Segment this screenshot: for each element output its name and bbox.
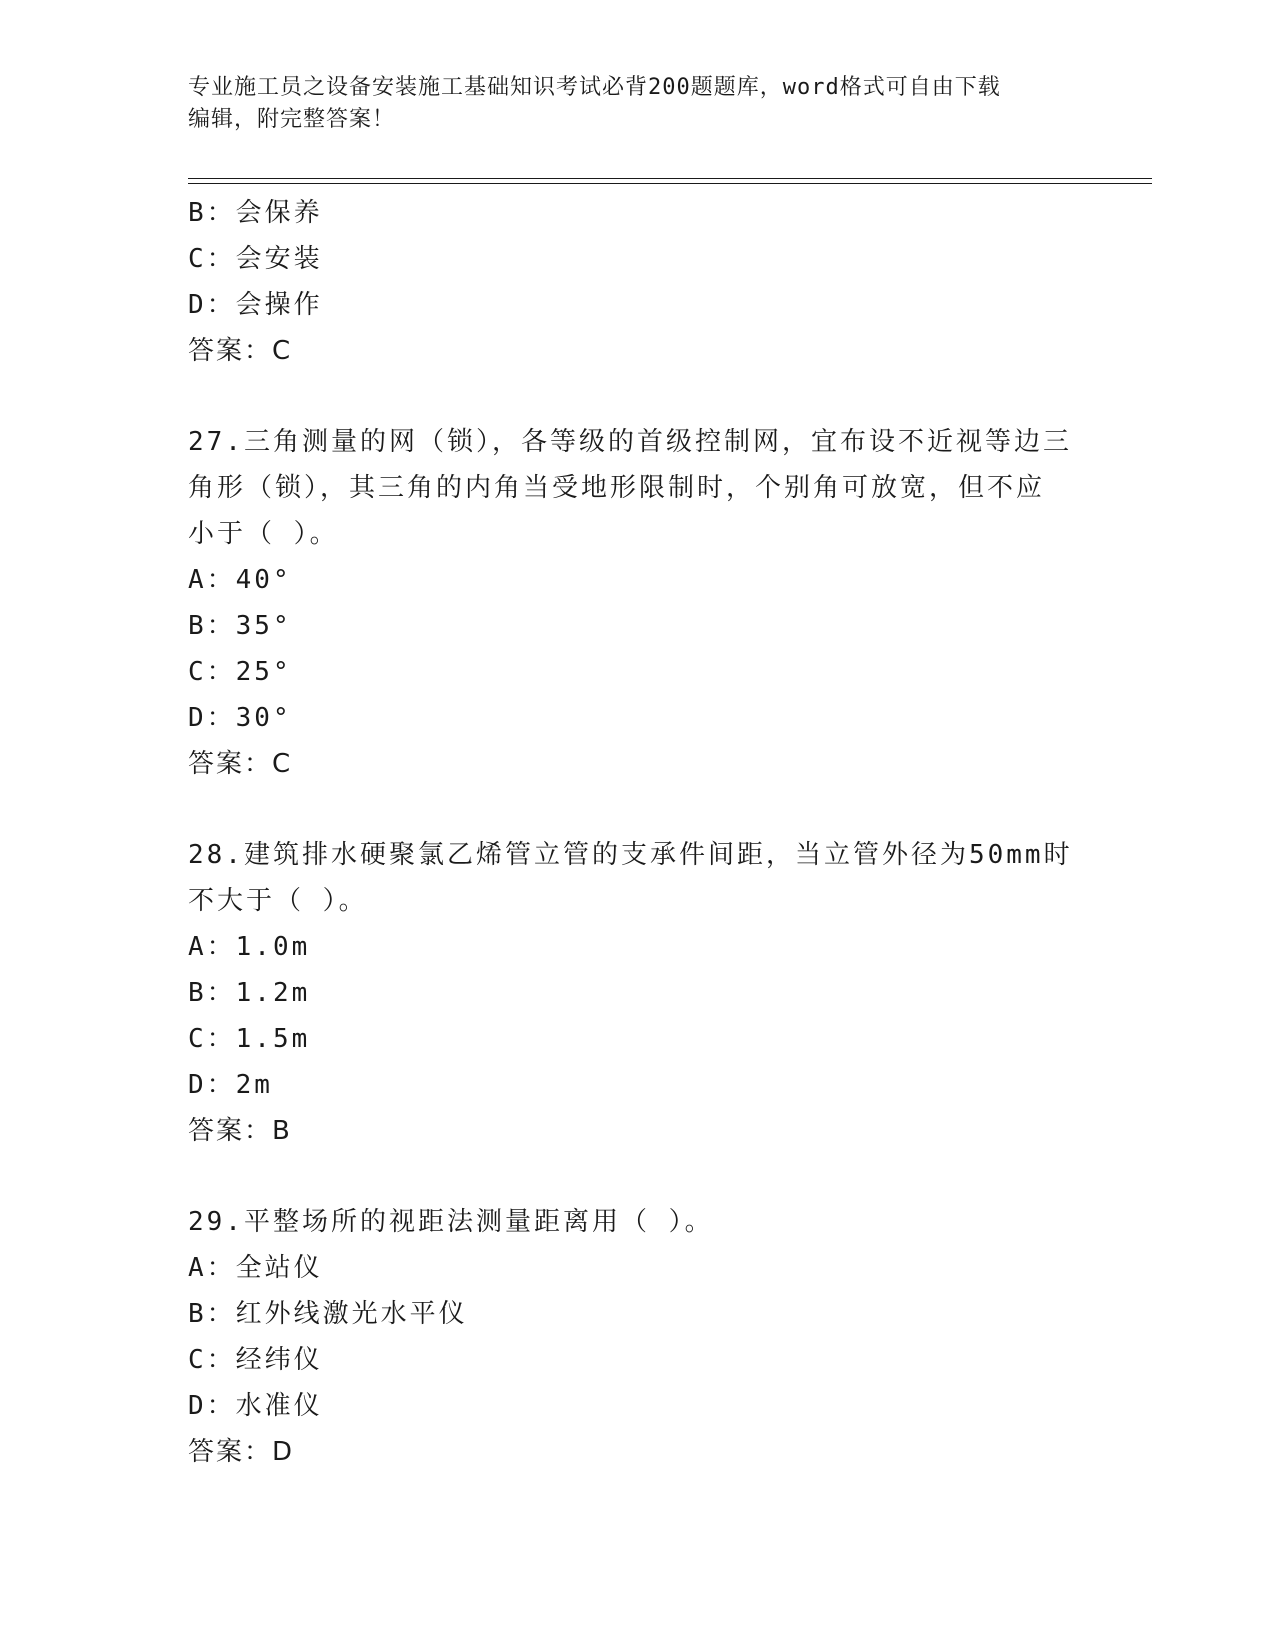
option-c: C：会安装	[188, 244, 323, 274]
question-27	[188, 419, 1088, 787]
question-stem-line: 27.三角测量的网（锁），各等级的首级控制网，宜布设不近视等边三	[188, 427, 1072, 457]
option-d: D：会操作	[188, 290, 323, 320]
question-stem-line: 28.建筑排水硬聚氯乙烯管立管的支承件间距，当立管外径为50mm时	[188, 840, 1073, 870]
question-stem-line: 小于（ ）。	[188, 519, 339, 549]
answer-line: 答案：C	[188, 336, 293, 366]
header-rule-top	[188, 178, 1152, 179]
question-stem-line: 29.平整场所的视距法测量距离用（ ）。	[188, 1207, 714, 1237]
header-rule-bottom	[188, 183, 1152, 184]
option-a: A：全站仪	[188, 1253, 323, 1283]
option-b: B：红外线激光水平仪	[188, 1299, 468, 1329]
question-stem-line: 角形（锁），其三角的内角当受地形限制时，个别角可放宽，但不应	[188, 473, 1046, 503]
answer-line: 答案：B	[188, 1116, 292, 1146]
document-header	[188, 72, 1088, 136]
option-c: C：1.5m	[188, 1024, 311, 1054]
question-stem-line: 不大于（ ）。	[188, 886, 368, 916]
question-26-continued	[188, 190, 1088, 374]
option-d: D：2m	[188, 1070, 273, 1100]
option-a: A：1.0m	[188, 932, 311, 962]
question-29	[188, 1199, 1088, 1475]
option-c: C：经纬仪	[188, 1345, 323, 1375]
spacer	[188, 374, 1088, 419]
spacer	[188, 1154, 1088, 1199]
answer-line: 答案：D	[188, 1437, 295, 1467]
spacer	[188, 787, 1088, 832]
option-b: B：1.2m	[188, 978, 311, 1008]
header-line-2: 编辑，附完整答案！	[188, 107, 396, 132]
question-list	[188, 190, 1088, 1475]
option-d: D：水准仪	[188, 1391, 323, 1421]
option-a: A：40°	[188, 565, 292, 595]
option-b: B：35°	[188, 611, 292, 641]
option-b: B：会保养	[188, 198, 323, 228]
option-c: C：25°	[188, 657, 292, 687]
answer-line: 答案：C	[188, 749, 293, 779]
option-d: D：30°	[188, 703, 292, 733]
header-line-1: 专业施工员之设备安装施工基础知识考试必背200题题库，word格式可自由下载	[188, 75, 1001, 100]
question-28	[188, 832, 1088, 1154]
